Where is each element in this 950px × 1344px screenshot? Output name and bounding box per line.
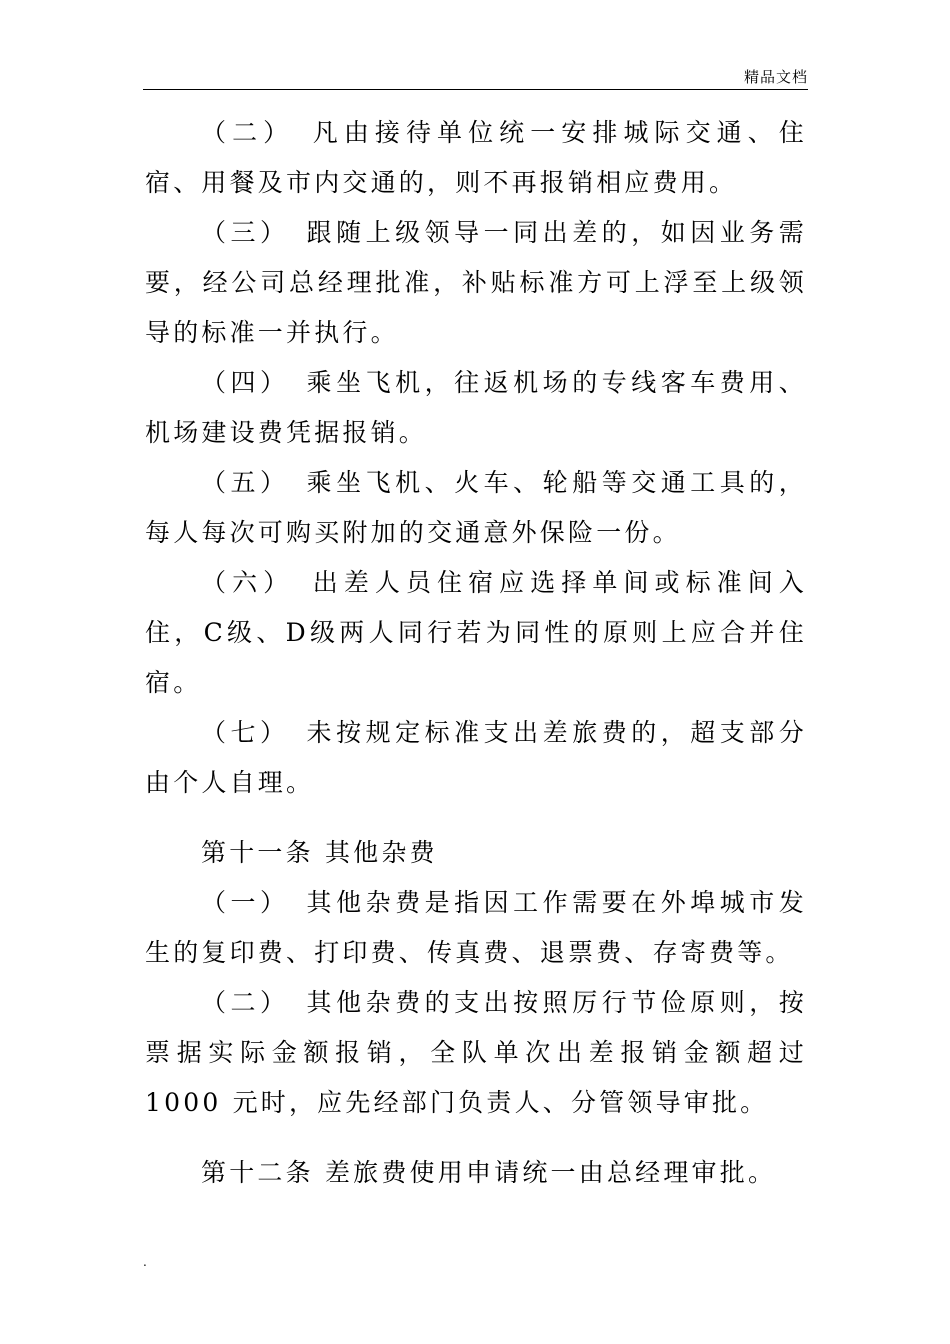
paragraph-item-5: （五） 乘坐飞机、火车、轮船等交通工具的，每人每次可购买附加的交通意外保险一份。 [145,468,807,547]
footer-mark: . [143,1255,147,1269]
paragraph-item-2b: （二） 其他杂费的支出按照厉行节俭原则，按票据实际金额报销，全队单次出差报销金额超过 1000 元时，应先经部门负责人、分管领导审批。 [145,988,807,1117]
page-header [143,66,808,88]
article-11-heading: 第十一条 其他杂费 [201,838,438,867]
paragraph-item-2: （二） 凡由接待单位统一安排城际交通、住宿、用餐及市内交通的，则不再报销相应费用。 [145,118,807,197]
article-12: 第十二条 差旅费使用申请统一由总经理审批。 [201,1158,777,1187]
paragraph-item-3: （三） 跟随上级领导一同出差的，如因业务需要，经公司总经理批准，补贴标准方可上浮至上级领导的标准一并执行。 [145,218,807,347]
paragraph-item-6: （六） 出差人员住宿应选择单间或标准间入住，C级、D级两人同行若为同性的原则上应合并住宿。 [145,568,807,697]
header-divider [143,89,808,90]
document-body [145,108,807,1198]
paragraph-item-1: （一） 其他杂费是指因工作需要在外埠城市发生的复印费、打印费、传真费、退票费、存寄费等。 [145,888,807,967]
section-gap [145,1128,807,1148]
paragraph-item-4: （四） 乘坐飞机，往返机场的专线客车费用、机场建设费凭据报销。 [145,368,807,447]
header-label: 精品文档 [743,68,808,86]
section-gap [145,808,807,828]
paragraph-item-7: （七） 未按规定标准支出差旅费的，超支部分由个人自理。 [145,718,807,797]
